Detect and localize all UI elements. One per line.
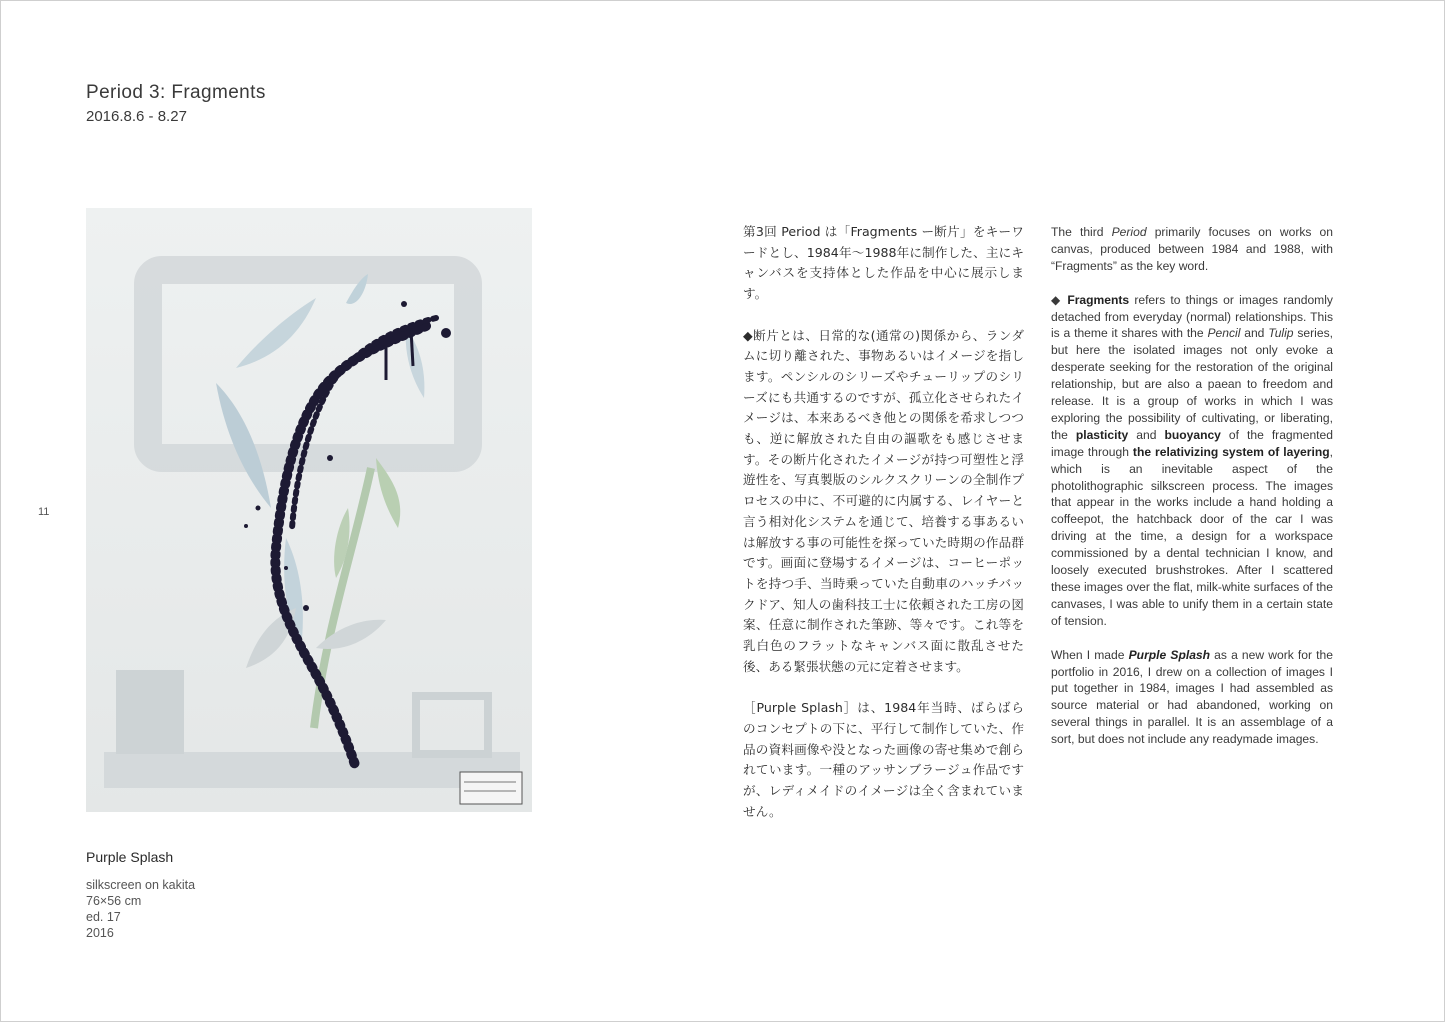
en-text: When I made [1051,647,1129,662]
artwork-size: 76×56 cm [86,894,142,908]
artwork-caption [86,849,195,941]
en-bold-plasticity: plasticity [1075,427,1129,442]
page-title: Period 3: Fragments [86,82,266,103]
jp-paragraph-purple-splash [743,698,1024,822]
artwork-title: Purple Splash [86,849,174,865]
page-number: 11 [38,506,50,518]
en-work-title: Purple Splash [1128,647,1211,662]
artwork-year: 2016 [86,926,114,940]
jp-work-title: ［Purple Splash］ [743,700,858,716]
english-text-column [1051,224,1333,765]
en-italic-pencil: Pencil [1207,326,1241,341]
en-bold-buoyancy: buoyancy [1164,427,1221,442]
en-text: and [1128,427,1165,442]
en-text: , which is an inevitable aspect of the photolithographic silkscreen process. The images that appear in the works include a hand holding a coffeepot, the hatchback door of the car I was driving at the time, a design for a workspace commissioned by a dental technician I know, and loosely executed brushstrokes. After I scattered these images over the flat, milk-white surfaces of the canvases, I was able to unify them in a certain state of tension. [1051,444,1333,628]
en-text: as a new work for the portfolio in 2016, I drew on a collection of images I put together in 1984, images I had assembled as source material or had abandoned, working on several things in parallel. It is an assemblage of a sort, but does not include any readymade images. [1051,647,1333,747]
en-text: The third [1051,225,1112,239]
en-text: and [1240,326,1269,341]
artwork-edition: ed. 17 [86,910,121,924]
artwork-image [86,208,532,812]
en-text: of the fragmented image through [1051,427,1333,459]
jp-paragraph-text: は、1984年当時、ばらばらのコンセプトの下に、平行して制作していた、作品の資料画像や没となった画像の寄せ集めで創られています。一種のアッサンブラージュ作品ですが、レディメイドのイメージは全く含まれていません。 [743,700,1024,819]
en-italic-period: Period [1111,225,1147,239]
artwork-medium: silkscreen on kakita [86,878,196,892]
en-bold-relativizing: the relativizing system of layering [1132,444,1330,459]
en-italic-tulip: Tulip [1268,326,1294,341]
jp-paragraph-fragments: ◆断片とは、日常的な(通常の)関係から、ランダムに切り離された、事物あるいはイメージを指します。ペンシルのシリーズやチューリップのシリーズにも共通するのですが、孤立化させられたイメージは、本来あるべき他との関係を希求しつつも、逆に解放された自由の謳歌をも感じさせます。その断片化されたイメージが持つ可塑性と浮遊性を、写真製版のシルクスクリーンの全制作プロセスの中に、不可避的に内属する、レイヤーと言う相対化システムを通じて、培養する事あるいは解放する事の可能性を探っていた時期の作品群です。画面に登場するイメージは、コーヒーポットを持つ手、当時乗っていた自動車のハッチバックドア、知人の歯科技工士に依頼された工房の図案、任意に制作された筆跡、等々です。これ等を乳白色のフラットなキャンバス面に散乱させた後、ある緊張状態の元に定着させます。 [743,327,1024,674]
en-text: primarily focuses on works on canvas, produced between 1984 and 1988, with “Fragments” as the key word. [1051,225,1334,273]
japanese-text-column [743,222,1024,843]
en-text: series, but here the isolated images not only evoke a desperate seeking for the restoration of the original relationship, but are also a paean to freedom and release. It is a group of works in which I was exploring the possibility of cultivating, or liberating, the [1051,326,1333,442]
exhibition-dates: 2016.8.6 - 8.27 [86,108,187,125]
en-bold-fragments: Fragments [1067,292,1130,307]
en-paragraph-fragments [1051,292,1333,630]
header [86,82,266,125]
en-paragraph-purple-splash [1051,647,1333,748]
en-text: refers to things or images randomly detached from everyday (normal) relationships. This is a theme it shares with the [1051,292,1333,341]
jp-paragraph-intro: 第3回 Period は「Fragments ー断片」をキーワードとし、1984年〜1988年に制作した、主にキャンバスを支持体とした作品を中心に展示します。 [743,224,1024,302]
en-paragraph-intro [1051,224,1333,275]
diamond-bullet-icon: ◆ [1051,292,1068,307]
